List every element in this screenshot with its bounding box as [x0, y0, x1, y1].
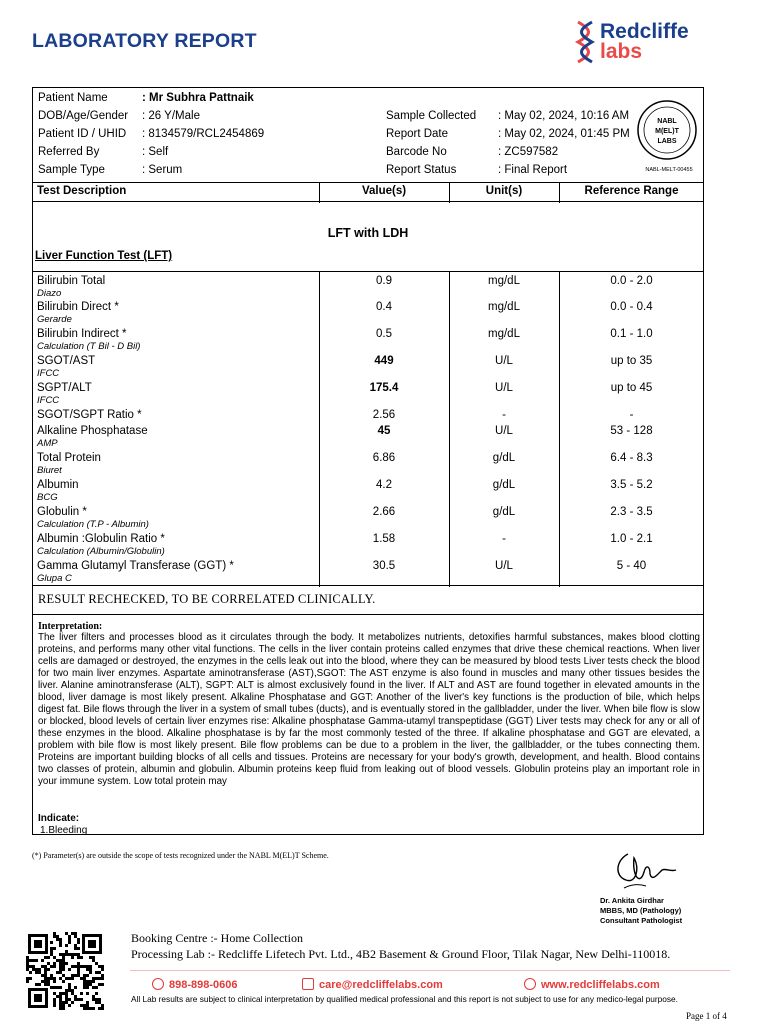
dob-value: : 26 Y/Male: [142, 110, 200, 122]
test-unit: U/L: [495, 355, 513, 367]
test-method: Biuret: [37, 465, 62, 476]
test-unit: g/dL: [492, 452, 516, 464]
report-status-label: Report Status: [386, 164, 457, 176]
test-value: 0.4: [376, 301, 392, 313]
section-title: LFT with LDH: [327, 226, 409, 240]
qr-code: [26, 932, 104, 1010]
test-reference-range: 0.1 - 1.0: [610, 328, 653, 340]
doctor-degree: MBBS, MD (Pathology): [600, 906, 682, 915]
test-reference-range: 0.0 - 0.4: [610, 301, 653, 313]
doctor-signature: [606, 846, 686, 892]
test-unit: U/L: [495, 560, 513, 572]
email-contact[interactable]: [302, 978, 443, 991]
doctor-title: Consultant Pathologist: [600, 916, 683, 925]
patient-id-value: : 8134579/RCL2454869: [142, 128, 265, 140]
test-name: Total Protein: [37, 452, 101, 464]
patient-name-label: Patient Name: [38, 92, 108, 104]
test-method: Glupa C: [37, 573, 72, 584]
seal-code-text: NABL-MELT-00455: [645, 167, 693, 173]
sample-collected-value: : May 02, 2024, 10:16 AM: [498, 110, 630, 122]
test-value: 6.86: [372, 452, 396, 464]
website-url: www.redcliffelabs.com: [541, 979, 660, 991]
sample-type-label: Sample Type: [38, 164, 105, 176]
remark-text: RESULT RECHECKED, TO BE CORRELATED CLINICALLY.: [38, 592, 376, 606]
col-test-description: Test Description: [37, 185, 127, 197]
test-unit: g/dL: [492, 506, 516, 518]
test-method: Gerarde: [37, 314, 72, 325]
test-name: SGPT/ALT: [37, 382, 92, 394]
interpretation-heading: Interpretation:: [38, 621, 103, 632]
test-reference-range: 6.4 - 8.3: [610, 452, 653, 464]
test-reference-range: up to 35: [610, 355, 653, 367]
test-unit: U/L: [495, 425, 513, 437]
phone-number: 898-898-0606: [169, 979, 238, 991]
test-method: BCG: [37, 492, 58, 503]
test-reference-range: 0.0 - 2.0: [610, 275, 653, 287]
website-contact[interactable]: [524, 978, 660, 991]
test-value: 175.4: [369, 382, 399, 394]
test-value: 0.9: [376, 275, 392, 287]
test-unit: -: [502, 409, 506, 421]
dna-icon: [574, 20, 596, 64]
logo-wordmark-bottom: labs: [600, 40, 643, 63]
booking-centre: Booking Centre :- Home Collection: [131, 931, 303, 945]
indicate-item: 1.Bleeding: [40, 825, 88, 836]
results-table-header: [32, 182, 704, 202]
interpretation-body: The liver filters and processes blood as it circulates through the body. It metabolizes nutrients, detoxifies harmful substances, makes blood clotting proteins, and performs many other vital functions. The cells in the liver contain proteins called enzymes that drive these chemical reactions. When liver cells are damaged or destroyed, the enzymes in the cells leak out into the blood, where they can be measured by blood tests Liver tests check the blood for two main liver enzymes. Aspartate aminotransferase (AST),SGOT: The AST enzyme is also found in muscles and many other tissues besides the liver. Alanine aminotransferase (ALT), SGPT: ALT is almost exclusively found in the liver. If ALT and AST are found together in elevated amounts in the blood, liver damage is most likely present. Alkaline Phosphatase and GGT: Another of the liver's key functions is the production of bile, which helps digest fat. Bile flows through the liver in a system of small tubes (ducts), and is eventually stored in the gallbladder, under the liver. When bile flow is slow or blocked, blood levels of certain liver enzymes rise: Alkaline phosphatase Gamma-utamyl transpeptidase (GGT) Liver tests may check for any or all of these enzymes in the blood. Alkaline phosphatase is by far the most commonly tested of the three. If alkaline phosphatase and GGT are elevated, a problem with bile flow is most likely present. Bile flow problems can be due to a problem in the liver, the gallbladder, or the tubes connecting them. Proteins are important building blocks of all cells and tissues. Proteins are necessary for your body's growth, development, and health. Blood contains two classes of protein, albumin and globulin. Albumin proteins keep fluid from leaking out of blood vessels. Globulin proteins play an important role in your immune system. Low total protein may: [38, 632, 700, 787]
test-method: IFCC: [37, 368, 60, 379]
patient-id-label: Patient ID / UHID: [38, 128, 127, 140]
disclaimer: All Lab results are subject to clinical interpretation by qualified medical professional and this report is not subject to use for any medico-legal purpose.: [131, 994, 678, 1004]
nabl-seal: [634, 95, 704, 175]
test-method: Calculation (Albumin/Globulin): [37, 546, 165, 557]
test-name: Albumin: [37, 479, 79, 491]
barcode-value: : ZC597582: [498, 146, 559, 158]
logo-wordmark-top: Redcliffe: [600, 20, 689, 43]
redcliffe-logo: [574, 18, 714, 66]
test-reference-range: up to 45: [610, 382, 653, 394]
test-name: Albumin :Globulin Ratio *: [37, 533, 165, 545]
sample-type-value: : Serum: [142, 164, 183, 176]
test-value: 45: [377, 425, 391, 437]
test-method: Calculation (T Bil - D Bil): [37, 341, 141, 352]
footer-divider: [130, 970, 730, 971]
test-unit: mg/dL: [488, 301, 520, 313]
test-name: Bilirubin Indirect *: [37, 328, 127, 340]
test-reference-range: 5 - 40: [616, 560, 647, 572]
phone-icon: [152, 978, 164, 990]
test-unit: U/L: [495, 382, 513, 394]
patient-name-value: : Mr Subhra Pattnaik: [142, 92, 254, 104]
doctor-credentials: [600, 896, 682, 926]
col-values: Value(s): [361, 185, 407, 197]
test-name: SGOT/AST: [37, 355, 96, 367]
referred-by-value: : Self: [142, 146, 169, 158]
test-reference-range: 1.0 - 2.1: [610, 533, 653, 545]
sample-collected-label: Sample Collected: [386, 110, 477, 122]
page-number: Page 1 of 4: [686, 1011, 727, 1021]
group-title: Liver Function Test (LFT): [35, 250, 173, 262]
test-value: 30.5: [372, 560, 396, 572]
barcode-label: Barcode No: [386, 146, 447, 158]
globe-icon: [524, 978, 536, 990]
report-status-value: : Final Report: [498, 164, 568, 176]
test-method: IFCC: [37, 395, 60, 406]
test-value: 4.2: [376, 479, 392, 491]
seal-bottom-text: LABS: [657, 138, 677, 145]
test-name: SGOT/SGPT Ratio *: [37, 409, 142, 421]
phone-contact[interactable]: [152, 978, 238, 991]
test-name: Bilirubin Direct *: [37, 301, 119, 313]
test-method: Calculation (T.P - Albumin): [37, 519, 149, 530]
test-unit: -: [502, 533, 506, 545]
results-table: [32, 271, 704, 586]
dob-label: DOB/Age/Gender: [38, 110, 129, 122]
test-method: AMP: [37, 438, 58, 449]
test-value: 2.66: [372, 506, 396, 518]
referred-by-label: Referred By: [38, 146, 100, 158]
col-reference-range: Reference Range: [584, 185, 679, 197]
report-date-value: : May 02, 2024, 01:45 PM: [498, 128, 630, 140]
test-value: 449: [374, 355, 394, 367]
test-name: Bilirubin Total: [37, 275, 106, 287]
test-value: 0.5: [376, 328, 392, 340]
test-reference-range: 2.3 - 3.5: [610, 506, 653, 518]
test-method: Diazo: [37, 288, 62, 299]
mail-icon: [302, 978, 314, 990]
test-reference-range: -: [629, 409, 634, 421]
test-name: Alkaline Phosphatase: [37, 425, 148, 437]
processing-lab: Processing Lab :- Redcliffe Lifetech Pvt. Ltd., 4B2 Basement & Ground Floor, Tilak Nagar, New Delhi-110018.: [131, 947, 671, 961]
test-reference-range: 3.5 - 5.2: [610, 479, 653, 491]
test-reference-range: 53 - 128: [610, 425, 653, 437]
seal-top-text: NABL: [657, 118, 677, 125]
doctor-name: Dr. Ankita Girdhar: [600, 896, 664, 905]
report-date-label: Report Date: [386, 128, 449, 140]
test-name: Gamma Glutamyl Transferase (GGT) *: [37, 560, 234, 572]
test-name: Globulin *: [37, 506, 87, 518]
test-unit: mg/dL: [488, 275, 520, 287]
test-value: 2.56: [372, 409, 396, 421]
email-address: care@redcliffelabs.com: [319, 979, 443, 991]
divider: [32, 614, 704, 615]
col-units: Unit(s): [485, 185, 523, 197]
nabl-footnote: (*) Parameter(s) are outside the scope of tests recognized under the NABL M(EL)T Scheme.: [32, 851, 329, 860]
indicate-heading: Indicate:: [38, 813, 80, 824]
test-unit: g/dL: [492, 479, 516, 491]
test-unit: mg/dL: [488, 328, 520, 340]
seal-middle-text: M(EL)T: [655, 128, 679, 135]
test-value: 1.58: [372, 533, 396, 545]
report-title: LABORATORY REPORT: [32, 30, 257, 52]
